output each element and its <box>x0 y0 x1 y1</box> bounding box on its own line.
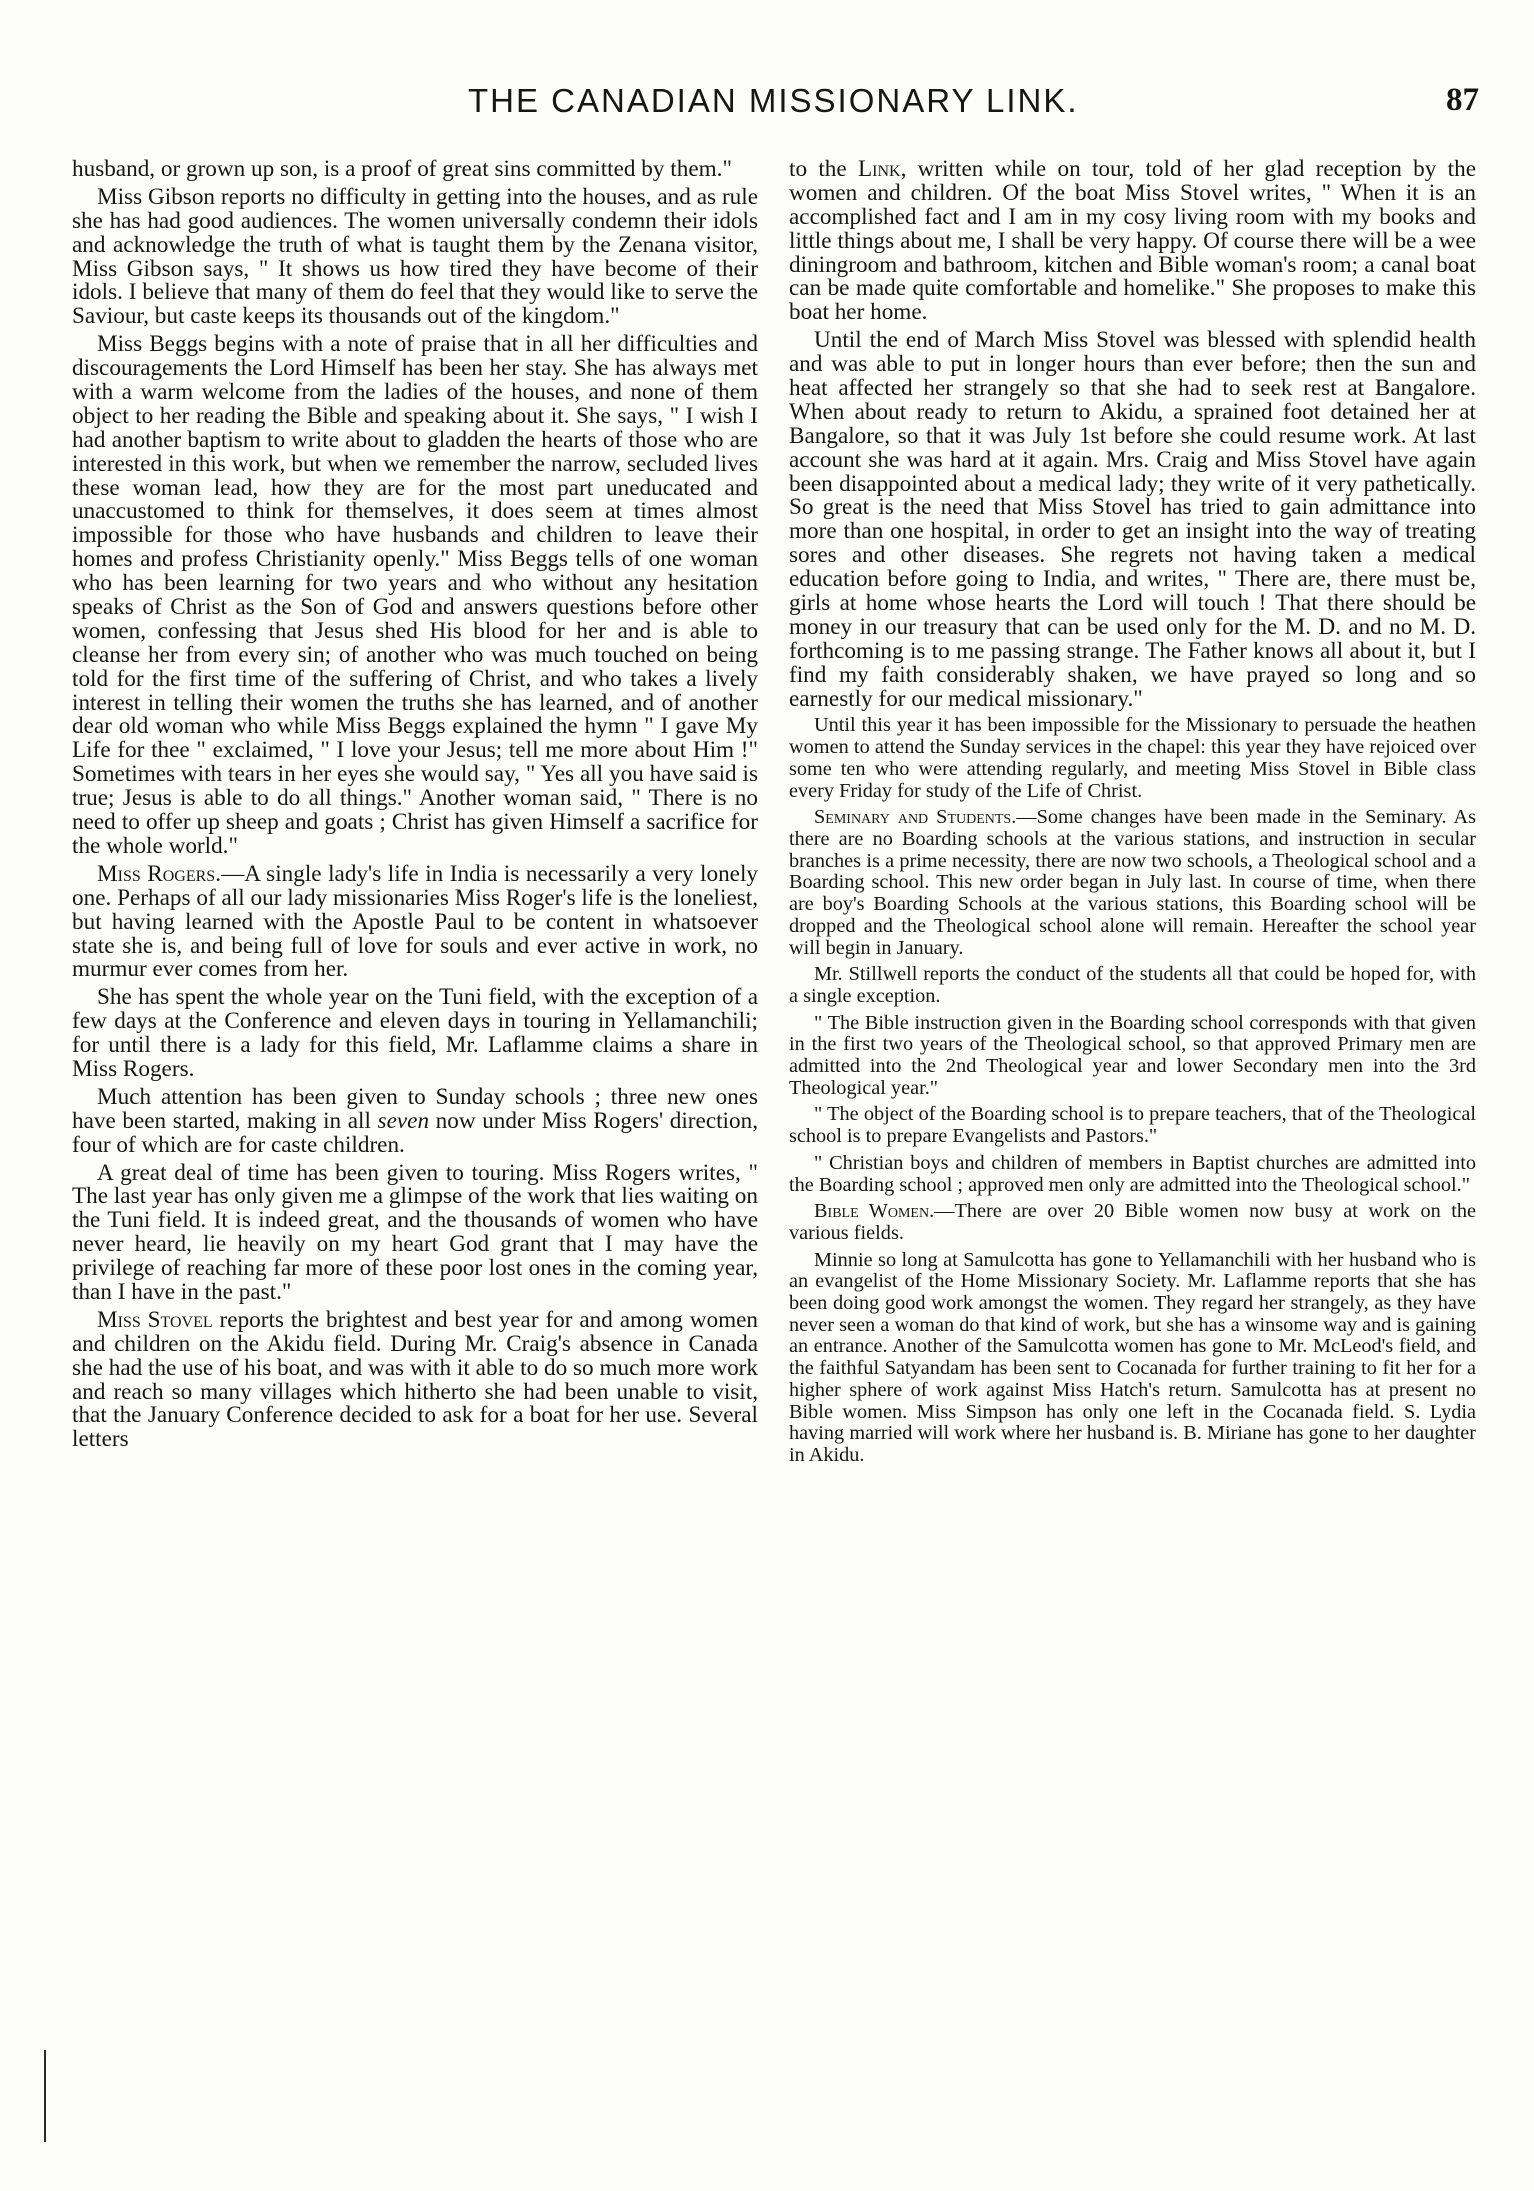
left-column <box>72 158 758 1456</box>
paragraph-miss-gibson: Miss Gibson reports no difficulty in getting into the houses, and as rule she has had good audiences. The women universally condemn their idols and acknowledge the truth of what is taught them by the Zenana visitor, Miss Gibson says, " It shows us how tired they have become of their idols. I believe that many of them do feel that they would like to serve the Saviour, but caste keeps its thousands out of the kingdom." <box>72 183 758 330</box>
paragraph-text: —There are over 20 Bible women now busy at work on the various fields. <box>789 1200 1476 1244</box>
paragraph-sunday-schools <box>72 1083 758 1158</box>
paragraph-text: —A single lady's life in India is necessarily a very lonely one. Perhaps of all our lady missionaries Miss Roger's life is the loneliest, but having learned with the Apostle Paul to be content in whatsoever state she is, and being full of love for souls and ever active in work, no murmur ever comes from her. <box>72 860 758 983</box>
paragraph-miss-beggs: Miss Beggs begins with a note of praise that in all her difficulties and discouragements the Lord Himself has been her stay. She has always met with a warm welcome from the ladies of the houses, and none of them object to her reading the Bible and speaking about it. She says, " I wish I had another baptism to write about to gladden the hearts of those who are interested in this work, but when we remember the narrow, secluded lives these woman lead, how they are for the most part uneducated and unaccustomed to think for themselves, it does seem at times almost impossible for those who have husbands and children to leave their homes and profess Christianity openly." Miss Beggs tells of one woman who has been learning for two years and who without any hesitation speaks of Christ as the Son of God and answers questions before other women, confessing that Jesus shed His blood for her and is able to cleanse her from every sin; of another who was much touched on being told for the first time of the suffering of Christ, and who takes a lively interest in telling their women the truths she has learned, and of another dear old woman who while Miss Beggs explained the hymn " I gave My Life for thee " exclaimed, " I love your Jesus; tell me more about Him !" Sometimes with tears in her eyes she would say, " Yes all you have said is true; Jesus is able to do all things." Another woman said, " There is no need to offer up sheep and goats ; Christ has given Himself a sacrifice for the whole world." <box>72 331 758 859</box>
section-lead-miss-rogers: Miss Rogers. <box>97 860 221 887</box>
paragraph-stillwell-report: Mr. Stillwell reports the conduct of the students all that could be hoped for, with a single exception. <box>789 963 1476 1007</box>
section-lead-miss-stovel: Miss Stovel <box>97 1306 213 1333</box>
paragraph-sunday-services: Until this year it has been impossible for the Missionary to persuade the heathen women to attend the Sunday services in the chapel: this year they have rejoiced over some ten who were attending regularly, and meeting Miss Stovel in Bible class every Friday for study of the Life of Christ. <box>789 714 1476 802</box>
margin-rule <box>44 2050 46 2142</box>
page-header <box>0 82 1534 126</box>
paragraph-miss-rogers <box>72 860 758 983</box>
section-lead-seminary: Seminary and Students. <box>814 806 1017 829</box>
paragraph-text: reports the brightest and best year for and among women and children on the Akidu field. During Mr. Craig's absence in Canada she had the use of his boat, and was with it able to do so much more work and reach so many villages which hitherto she had been unable to visit, that the January Conference decided to ask for a boat for her use. Several letters <box>72 1306 758 1453</box>
emphasis-seven: seven <box>377 1107 430 1134</box>
paragraph-seminary <box>789 807 1476 959</box>
paragraph-text: , written while on tour, told of her glad reception by the women and children. Of the boat Miss Stovel writes, " When it is an accomplished fact and I am in my cosy living room with my books and little things about me, I shall be very happy. Of course there will be a wee diningroom and bathroom, kitchen and Bible woman's room; a canal boat can be made quite comfortable and homelike." She proposes to make this boat her home. <box>789 156 1476 326</box>
paragraph-miss-stovel <box>72 1306 758 1453</box>
section-lead-bible-women: Bible Women. <box>814 1200 935 1223</box>
paragraph-stovel-health: Until the end of March Miss Stovel was blessed with splendid health and was able to put in longer hours than ever before; then the sun and heat affected her strangely so that she had to seek rest at Bangalore. When about ready to return to Akidu, a sprained foot detained her at Bangalore, so that it was July 1st before she could resume work. At last account she was hard at it again. Mrs. Craig and Miss Stovel have again been disappointed about a medical lady; they write of it very pathetically. So great is the need that Miss Stovel has tried to gain admittance into more than one hospital, in order to get an insight into the way of treating sores and other diseases. She regrets not having taken a medical education before going to India, and writes, " There are, there must be, girls at home whose hearts the Lord will touch ! That there should be money in our treasury that can be used only for the M. D. and no M. D. forthcoming is to me passing strange. The Father knows all about it, but I find my faith considerably shaken, we have prayed so long and so earnestly for our medical missionary." <box>789 327 1476 712</box>
quote-bible-instruction: " The Bible instruction given in the Boarding school corresponds with that given in the first two years of the Theological school, so that approved Primary men are admitted into the 2nd Theological year and lower Secondary men into the 3rd Theological year." <box>789 1011 1476 1099</box>
paragraph-continuation <box>789 158 1476 325</box>
paragraph-bible-women <box>789 1201 1476 1244</box>
paragraph-tuni-field: She has spent the whole year on the Tuni field, with the exception of a few days at the Conference and eleven days in touring in Yellamanchili; for until there is a lady for this field, Mr. Laflamme claims a share in Miss Rogers. <box>72 984 758 1082</box>
paragraph-text: —Some changes have been made in the Seminary. As there are no Boarding schools at the various stations, and instruction in secular branches is a prime necessity, there are now two schools, a Theological school and a Boarding school. This new order began in July last. In course of time, when there are boy's Boarding Schools at the various stations, this Boarding school will be dropped and the Theological school alone will remain. Hereafter the school year will begin in January. <box>789 806 1477 959</box>
paragraph-text: to the <box>789 156 858 182</box>
paragraph-touring: A great deal of time has been given to touring. Miss Rogers writes, " The last year has only given me a glimpse of the work that lies waiting on the Tuni field. It is indeed great, and the thousands of women who have never heard, lie heavily on my heart God grant that I may have the privilege of reaching far more of these poor lost ones in the coming year, than I have in the past." <box>72 1159 758 1305</box>
right-column <box>789 158 1476 1472</box>
quote-admission: " Christian boys and children of members in Baptist churches are admitted into the Boarding school ; approved men only are admitted into the Theological school." <box>789 1151 1476 1196</box>
paragraph-text: Much attention has been given to Sunday schools ; three new ones have been started, making in all <box>72 1083 758 1134</box>
link-reference: Link <box>857 156 901 182</box>
paragraph-continuation: husband, or grown up son, is a proof of great sins committed by them." <box>72 156 732 182</box>
publication-title: THE CANADIAN MISSIONARY LINK. <box>468 82 1079 119</box>
page-number: 87 <box>1446 82 1479 118</box>
paragraph-text: now under Miss Rogers' direction, four of which are for caste children. <box>72 1107 758 1158</box>
paragraph-minnie: Minnie so long at Samulcotta has gone to Yellamanchili with her husband who is an evangelist of the Home Missionary Society. Mr. Laflamme reports that she has been doing good work amongst the women. They regard her strangely, as they have never seen a woman do that kind of work, but she has a winsome way and is gaining an entrance. Another of the Samulcotta women has gone to Mr. McLeod's field, and the faithful Satyandam has been sent to Cocanada for further training to fit her for a higher sphere of work against Miss Hatch's return. Samulcotta has at present no Bible women. Miss Simpson has only one left in the Cocanada field. S. Lydia having married will work where her husband is. B. Miriane has gone to her daughter in Akidu. <box>789 1248 1476 1466</box>
quote-object-of-school: " The object of the Boarding school is to prepare teachers, that of the Theological school is to prepare Evangelists and Pastors." <box>789 1103 1476 1148</box>
